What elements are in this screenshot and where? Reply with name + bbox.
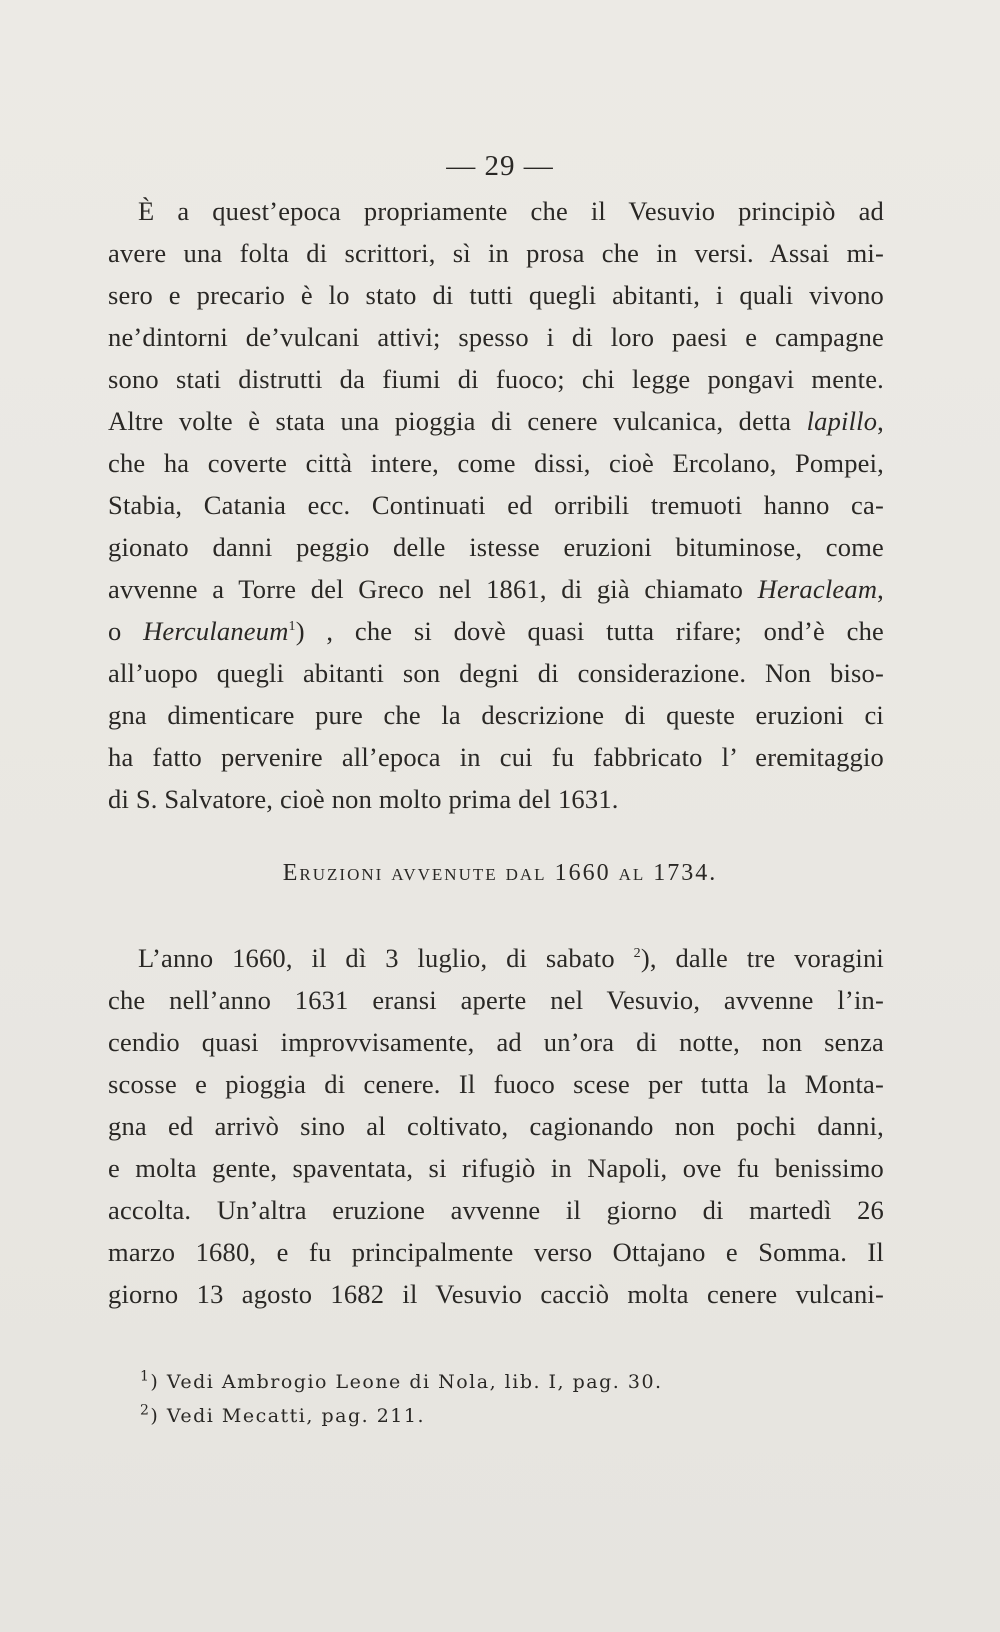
text-line: scosse e pioggia di cenere. Il fuoco scese per tutta la Monta- <box>108 1069 884 1099</box>
text-line: ha fatto pervenire all’epoca in cui fu fabbricato l’ eremitaggio <box>108 742 884 772</box>
text-line: che nell’anno 1631 eransi aperte nel Vesuvio, avvenne l’in- <box>108 985 884 1015</box>
footnote-text: ) Vedi Ambrogio Leone di Nola, lib. I, pag. 30. <box>150 1371 663 1393</box>
text-line: giorno 13 agosto 1682 il Vesuvio cacciò molta cenere vulcani- <box>108 1279 884 1309</box>
text-line: gionato danni peggio delle istesse eruzioni bituminose, come <box>108 532 884 562</box>
text-line: avere una folta di scrittori, sì in prosa che in versi. Assai mi- <box>108 238 884 268</box>
text-line: cendio quasi improvvisamente, ad un’ora di notte, non senza <box>108 1027 884 1057</box>
text-line <box>108 1315 884 1357</box>
text-line: gna dimenticare pure che la descrizione di queste eruzioni ci <box>108 700 884 730</box>
footnote-mark: 1 <box>140 1368 151 1385</box>
text-run: , <box>877 406 884 436</box>
text-line: sono stati distrutti da fiumi di fuoco; chi legge pongavi mente. <box>108 364 884 394</box>
text-line: all’uopo quegli abitanti son degni di considerazione. Non biso- <box>108 658 884 688</box>
text-run: L’anno 1660, il dì 3 luglio, di sabato <box>138 943 634 973</box>
text-line: ne’dintorni de’vulcani attivi; spesso i di loro paesi e campagne <box>108 322 884 352</box>
footnotes <box>140 1365 840 1433</box>
footnote-ref: 2 <box>633 946 641 962</box>
italic-term: Herculaneum <box>143 616 289 646</box>
text-run: avvenne a Torre del Greco nel 1861, di già chiamato <box>108 574 758 604</box>
text-line: Stabia, Catania ecc. Continuati ed orribili tremuoti hanno ca- <box>108 490 884 520</box>
text-line: accolta. Un’altra eruzione avvenne il giorno di martedì 26 <box>108 1195 884 1225</box>
section-body-text <box>108 937 884 1399</box>
text-line: È a quest’epoca propriamente che il Vesuvio principiò ad <box>138 196 884 226</box>
text-line <box>108 400 884 442</box>
text-line <box>108 937 884 979</box>
footnote-text: ) Vedi Mecatti, pag. 211. <box>150 1405 426 1427</box>
text-run: o <box>108 616 144 646</box>
text-run: Altre volte è stata una pioggia di cenere vulcanica, detta <box>108 406 807 436</box>
page-number: — 29 — <box>446 150 554 182</box>
text-run: , <box>877 574 884 604</box>
text-line: e molta gente, spaventata, si rifugiò in Napoli, ove fu benissimo <box>108 1153 884 1183</box>
footnote-ref: 1 <box>288 619 296 635</box>
footnote <box>140 1399 840 1433</box>
text-line: di S. Salvatore, cioè non molto prima del 1631. <box>108 784 619 814</box>
footnote-mark: 2 <box>140 1402 151 1419</box>
italic-term: Heracleam <box>757 574 878 604</box>
text-run: ), dalle tre voragini <box>640 943 884 973</box>
text-line: sero e precario è lo stato di tutti quegli abitanti, i quali vivono <box>108 280 884 310</box>
text-line <box>108 568 884 610</box>
text-line: gna ed arrivò sino al coltivato, cagionando non pochi danni, <box>108 1111 884 1141</box>
text-line: che ha coverte città intere, come dissi, cioè Ercolano, Pompei, <box>108 448 884 478</box>
footnote <box>140 1365 840 1399</box>
text-run: ) , che si dovè quasi tutta rifare; ond’è che <box>295 616 884 646</box>
section-heading: Eruzioni avvenute dal 1660 al 1734. <box>282 860 718 886</box>
body-text <box>108 190 884 820</box>
italic-term: lapillo <box>806 406 878 436</box>
text-line: marzo 1680, e fu principalmente verso Ottajano e Somma. Il <box>108 1237 884 1267</box>
text-line <box>108 610 884 652</box>
